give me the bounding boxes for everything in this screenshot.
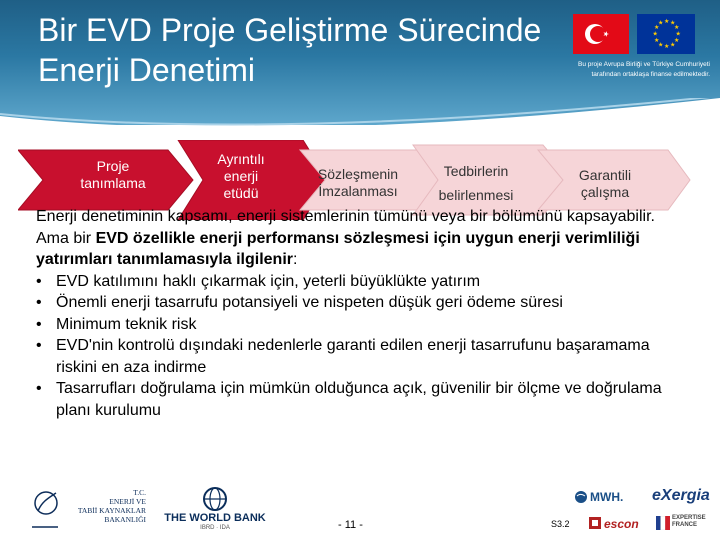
mwh-logo: MWH. xyxy=(590,490,624,504)
step-1-line-2: tanımlama xyxy=(80,175,146,191)
mwh-globe-icon xyxy=(574,490,588,504)
list-item-text: Minimum teknik risk xyxy=(56,315,197,333)
turkey-flag-icon xyxy=(573,14,629,54)
step-2-line-3: etüdü xyxy=(223,185,259,201)
bullet-icon: • xyxy=(36,272,42,290)
ministry-name xyxy=(58,488,146,524)
slide-code: S3.2 xyxy=(551,519,570,529)
svg-text:★: ★ xyxy=(652,30,658,38)
step-2-line-2: enerji xyxy=(223,168,259,184)
escon-icon xyxy=(588,516,602,530)
step-label-5 xyxy=(560,167,650,201)
focus-paragraph xyxy=(36,228,676,271)
step-label-4 xyxy=(426,163,526,204)
ministry-line-3: TABİİ KAYNAKLAR xyxy=(77,506,146,515)
funding-line-1: Bu proje Avrupa Birliği ve Türkiye Cumhuriyeti xyxy=(578,61,710,68)
focus-prefix: Ama bir xyxy=(36,229,96,247)
expertise-france-icon xyxy=(656,516,670,530)
ministry-line-4: BAKANLIĞI xyxy=(104,515,146,524)
bullet-icon: • xyxy=(36,337,42,354)
list-item xyxy=(36,271,676,293)
svg-text:★: ★ xyxy=(658,41,664,49)
list-item xyxy=(36,378,676,421)
step-1-line-1: Proje xyxy=(96,158,130,174)
step-3-line-1: Sözleşmenin xyxy=(317,166,399,182)
svg-text:★: ★ xyxy=(670,19,676,27)
expertise-line-2: FRANCE xyxy=(672,522,697,528)
svg-text:★: ★ xyxy=(670,41,676,49)
world-bank-name: THE WORLD BANK xyxy=(164,512,266,524)
list-item-text: EVD'nin kontrolü dışındaki nedenlerle garanti edilen enerji tasarrufunu başaramama riskini en aza indirme xyxy=(56,337,650,376)
step-label-2 xyxy=(196,151,286,202)
funding-line-2: tarafından ortaklaşa finanse edilmektedir. xyxy=(591,71,710,78)
ministry-line-1: T.C. xyxy=(133,488,146,497)
step-5-line-2: çalışma xyxy=(580,184,630,200)
list-item xyxy=(36,292,676,314)
expertise-france-logo xyxy=(672,515,706,529)
svg-text:★: ★ xyxy=(675,30,681,38)
world-bank-sub: IBRD · IDA xyxy=(200,525,230,531)
step-4-line-1: Tedbirlerin xyxy=(443,163,509,179)
svg-text:★: ★ xyxy=(674,24,680,31)
svg-text:★: ★ xyxy=(658,19,664,27)
eu-flag-icon xyxy=(637,14,695,54)
ministry-line-2: ENERJİ VE xyxy=(109,497,146,506)
svg-text:★: ★ xyxy=(674,37,680,44)
step-2-line-1: Ayrıntılı xyxy=(217,151,265,167)
step-4-line-2: belirlenmesi xyxy=(438,187,514,203)
svg-text:★: ★ xyxy=(654,37,660,44)
focus-bold: EVD özellikle enerji performansı sözleşmesi için uygun enerji verimliliği yatırımları tanımlamasıyla ilgilenir xyxy=(36,229,640,268)
exergia-logo: eXergia xyxy=(652,487,710,504)
page-number: - 11 - xyxy=(338,519,363,531)
expertise-line-1: EXPERTISE xyxy=(672,515,706,521)
funding-note xyxy=(520,60,710,80)
bullet-icon: • xyxy=(36,380,42,397)
escon-logo: escon xyxy=(604,517,639,531)
criteria-list xyxy=(36,271,676,422)
bullet-icon: • xyxy=(36,294,42,311)
svg-text:★: ★ xyxy=(654,24,660,31)
list-item-text: Önemli enerji tasarrufu potansiyeli ve nispeten düşük geri ödeme süresi xyxy=(56,294,563,311)
header-wave xyxy=(0,98,720,138)
step-label-1 xyxy=(58,158,168,192)
focus-suffix: : xyxy=(293,251,298,268)
title-line-1: Bir EVD Proje Geliştirme Sürecinde xyxy=(38,12,542,48)
list-item xyxy=(36,314,676,336)
list-item-text: EVD katılımını haklı çıkarmak için, yeterli büyüklükte yatırım xyxy=(56,272,481,290)
list-item-text: Tasarrufları doğrulama için mümkün olduğunca açık, güvenilir bir ölçme ve doğrulama planı kurulumu xyxy=(56,380,662,419)
page-title xyxy=(38,10,541,90)
bullet-icon: • xyxy=(36,315,42,333)
title-line-2: Enerji Denetimi xyxy=(38,52,255,88)
list-item xyxy=(36,335,676,378)
step-5-line-1: Garantili xyxy=(578,167,632,183)
step-label-3 xyxy=(308,166,408,200)
intro-paragraph: Enerji denetiminin kapsamı, enerji sistemlerinin tümünü veya bir bölümünü kapsayabilir. xyxy=(36,208,655,225)
step-3-line-2: İmzalanması xyxy=(318,183,398,199)
svg-text:★: ★ xyxy=(664,43,670,50)
svg-text:★: ★ xyxy=(664,18,670,25)
body-content xyxy=(36,206,676,421)
